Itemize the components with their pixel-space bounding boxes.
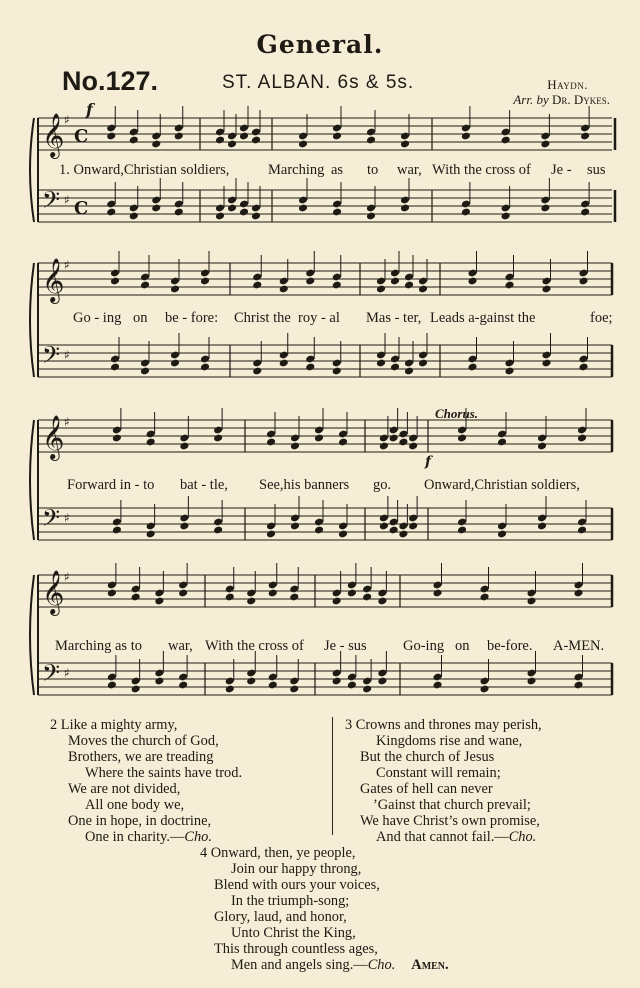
note-head [266,438,276,447]
lyric: roy - al [298,310,340,326]
note-head [376,359,386,368]
note-head [112,526,122,535]
note-head [110,363,120,372]
note-head [418,285,428,294]
note-head [246,677,256,686]
note-head [377,677,387,686]
lyric: 1. Onward,Christian soldiers, [59,162,230,178]
note-head [347,681,357,690]
note-head [400,204,410,213]
note-head [501,212,511,221]
note-head [526,597,536,606]
amen-label: Amen. [411,957,449,973]
verse-line: All one body we, [85,797,185,813]
note-head [457,434,467,443]
composer: Haydn. [547,77,588,92]
note-head [347,589,357,598]
sharp-icon: ♯ [64,348,70,362]
note-head [377,597,387,606]
verse-text: Men and angels sing.— [231,957,368,973]
note-head [504,367,514,376]
note-head [178,681,188,690]
note-head [362,593,372,602]
note-head [140,367,150,376]
treble-clef-icon: 𝄞 [42,113,65,157]
bass-clef-icon: 𝄢 [42,659,61,692]
note-head [314,434,324,443]
note-head [305,277,315,286]
verse-line: 4 Onward, then, ye people, [200,845,356,861]
verse-line: Gates of hell can never [360,781,493,797]
lyric: bat - tle, [180,477,228,493]
note-head [154,677,164,686]
note-head [146,438,156,447]
note-head [129,212,139,221]
dynamic-forte-label: f [425,454,432,470]
treble-clef-icon: 𝄞 [42,415,65,459]
note-head [404,281,414,290]
verse-line: Blend with ours your voices, [214,877,380,893]
note-head [479,685,489,694]
note-head [298,204,308,213]
note-head [578,277,588,286]
note-head [146,530,156,539]
note-head [408,522,418,531]
note-head [179,442,189,451]
note-head [252,281,262,290]
note-head [112,434,122,443]
note-head [389,526,399,535]
note-head [252,367,262,376]
lyric: go. [373,477,392,493]
note-head [573,681,583,690]
note-head [332,597,342,606]
note-head [526,677,536,686]
lyric: war, [168,638,193,654]
lyrics-line-2 [0,310,640,328]
note-head [314,526,324,535]
lyric: A-MEN. [553,638,605,654]
note-head [151,204,161,213]
lyric: Je - sus [324,638,367,654]
arranger-prefix: Arr. by [513,92,549,107]
lyric: be - fore: [165,310,219,326]
cho-label: Cho. [508,829,537,845]
note-head [225,685,235,694]
note-head [107,589,117,598]
note-head [106,132,116,141]
verse-line: 3 Crowns and thrones may perish, [345,717,542,733]
sharp-icon: ♯ [64,666,70,680]
note-head [298,140,308,149]
note-head [479,593,489,602]
brace-icon [30,575,34,695]
lyric: sus [587,162,606,178]
note-head [279,359,289,368]
sharp-icon: ♯ [64,113,70,127]
note-head [338,530,348,539]
note-head [213,434,223,443]
note-head [389,434,399,443]
note-head [432,681,442,690]
note-head [154,597,164,606]
note-head [332,132,342,141]
treble-clef-icon: 𝄞 [42,258,65,302]
note-head [215,212,225,221]
note-head [170,285,180,294]
note-head [398,530,408,539]
arranger-name: Dr. Dykes. [551,92,610,107]
lyric: Go-ing [403,638,445,654]
note-head [398,438,408,447]
note-head [225,593,235,602]
note-head [332,367,342,376]
note-head [200,363,210,372]
lyric: Go - ing [73,310,122,326]
note-head [170,359,180,368]
note-head [379,522,389,531]
note-head [107,681,117,690]
note-head [501,136,511,145]
note-head [432,589,442,598]
note-head [200,277,210,286]
note-head [106,208,116,217]
verse-line: In the triumph-song; [231,893,350,909]
note-head [379,442,389,451]
tune-name: ST. ALBAN. 6s & 5s. [222,72,415,93]
verse-line: Unto Christ the King, [231,925,356,941]
note-head [461,132,471,141]
lyric: Je - [551,162,572,178]
note-head [537,522,547,531]
sharp-icon: ♯ [64,415,70,429]
note-head [467,363,477,372]
note-head [174,132,184,141]
verse-line [376,829,536,845]
note-head [174,208,184,217]
lyrics-line-1 [0,162,640,180]
verse-line: We have Christ’s own promise, [360,813,540,829]
verse-line: ’Gainst that church prevail; [373,797,531,813]
sharp-icon: ♯ [64,193,70,207]
note-head [497,530,507,539]
sharp-icon: ♯ [64,511,70,525]
note-head [418,359,428,368]
note-head [540,204,550,213]
lyric: be-fore. [487,638,533,654]
note-head [457,526,467,535]
note-head [577,526,587,535]
note-head [289,685,299,694]
note-head [580,132,590,141]
cho-label: Cho. [367,957,396,973]
note-head [467,277,477,286]
note-head [129,136,139,145]
note-head [404,367,414,376]
note-head [497,438,507,447]
column-divider [332,717,333,835]
lyric: Marching as to [55,638,142,654]
note-head [461,208,471,217]
note-head [541,285,551,294]
verse-line: One in hope, in doctrine, [68,813,212,829]
note-head [540,140,550,149]
verse-text: And that cannot fail.— [376,829,509,845]
verse-line [231,957,449,973]
note-head [268,681,278,690]
section-title: General. [256,30,384,59]
note-head [266,530,276,539]
lyrics-line-4 [0,638,640,656]
note-head [215,136,225,145]
note-head [504,281,514,290]
note-head [332,677,342,686]
verse-line: Moves the church of God, [68,733,219,749]
note-head [577,434,587,443]
note-head [227,204,237,213]
note-head [131,685,141,694]
note-head [400,140,410,149]
verse-line: Join our happy throng, [231,861,362,877]
note-head [151,140,161,149]
note-head [390,363,400,372]
sharp-icon: ♯ [64,258,70,272]
note-head [178,589,188,598]
note-head [390,277,400,286]
lyric: Mas - ter, [366,310,422,326]
note-head [246,597,256,606]
note-head [578,363,588,372]
dynamic-forte-label: f [86,100,93,119]
lyric: With the cross of [205,638,304,654]
note-head [251,212,261,221]
note-head [537,442,547,451]
verse-line: But the church of Jesus [360,749,495,765]
note-head [366,136,376,145]
note-head [290,522,300,531]
note-head [541,359,551,368]
note-head [573,589,583,598]
note-head [332,281,342,290]
note-head [268,589,278,598]
verse-line: Glory, laud, and honor, [214,909,347,925]
lyric: as [331,162,344,178]
lyric: on [455,638,470,654]
note-head [239,208,249,217]
note-head [227,140,237,149]
note-head [332,208,342,217]
verse-line: 2 Like a mighty army, [50,717,178,733]
lyric: on [133,310,148,326]
note-head [408,442,418,451]
verse-line: Brothers, we are treading [68,749,214,765]
chorus-label: Chorus. [435,406,478,421]
verse-line: Where the saints have trod. [85,765,243,781]
note-head [290,442,300,451]
lyric: war, [397,162,422,178]
verse-text: One in charity.— [85,829,185,845]
lyric: Forward in - to [67,477,155,493]
lyric: to [367,162,379,178]
note-head [213,526,223,535]
note-head [366,212,376,221]
sharp-icon: ♯ [64,570,70,584]
cho-label: Cho. [184,829,212,845]
common-time-icon: C [74,198,89,219]
lyric: Onward,Christian soldiers, [424,477,580,493]
lyrics-line-3 [0,477,640,495]
verse-line: Constant will remain; [376,765,501,781]
note-head [131,593,141,602]
note-head [362,685,372,694]
bass-clef-icon: 𝄢 [42,504,61,537]
verse-line [85,829,212,845]
note-head [110,277,120,286]
note-head [140,281,150,290]
note-head [376,285,386,294]
lyric: foe; [590,310,613,326]
lyric: Marching [268,162,325,178]
note-head [239,132,249,141]
note-head [279,285,289,294]
note-head [305,363,315,372]
note-head [289,593,299,602]
common-time-icon: C [74,126,89,147]
lyric: See,his banners [259,477,350,493]
verse-line: Kingdoms rise and wane, [376,733,523,749]
note-head [251,136,261,145]
bass-clef-icon: 𝄢 [42,341,61,374]
note-head [179,522,189,531]
verse-line: We are not divided, [68,781,181,797]
hymn-number: No.127. [62,66,159,96]
verse-line: This through countless ages, [214,941,378,957]
lyric: Leads a-gainst the [430,310,536,326]
treble-clef-icon: 𝄞 [42,570,65,614]
bass-clef-icon: 𝄢 [42,186,61,219]
lyric: Christ the [234,310,291,326]
note-head [338,438,348,447]
lyric: With the cross of [432,162,531,178]
note-head [580,208,590,217]
